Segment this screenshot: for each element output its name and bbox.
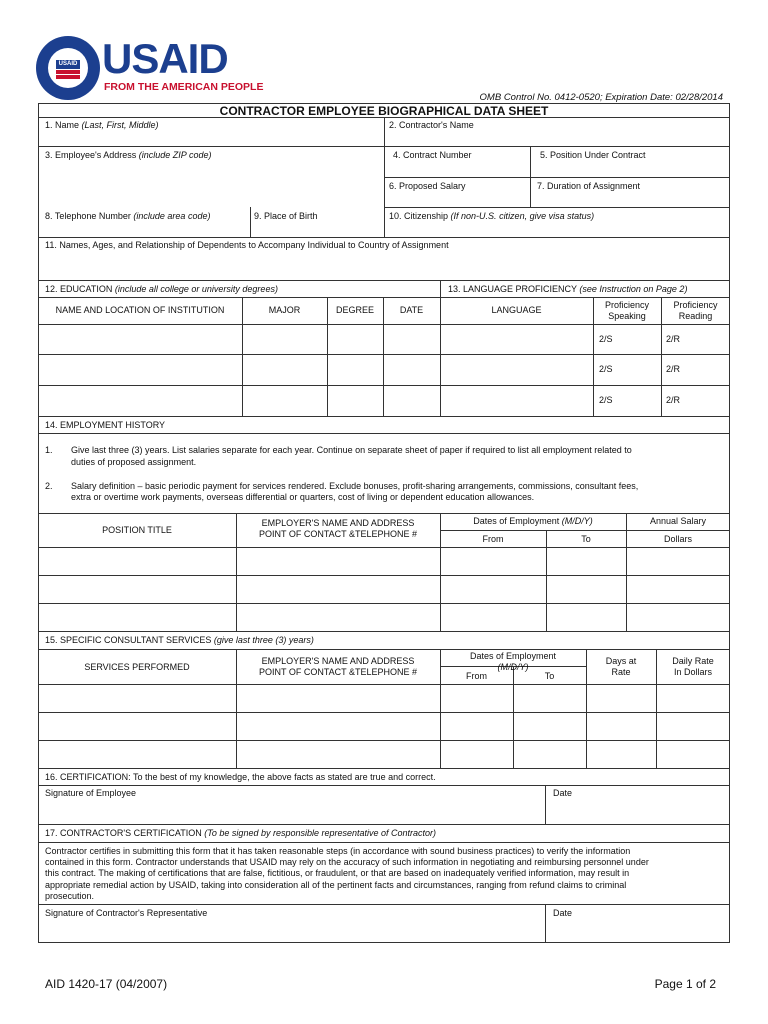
employee-date-label: Date	[553, 788, 573, 798]
reading-value: 2/R	[666, 334, 681, 344]
seal-stripe	[56, 70, 80, 74]
contractor-cert-heading: 17. CONTRACTOR'S CERTIFICATION (To be signed by responsible representative of Contractor)	[45, 828, 437, 838]
col-daily-rate: Daily Rate In Dollars	[672, 656, 714, 677]
col-degree: DEGREE	[335, 305, 374, 315]
field-4-contract-number-label: 4. Contract Number	[393, 150, 472, 160]
seal-stripe	[56, 75, 80, 79]
col-institution: NAME AND LOCATION OF INSTITUTION	[55, 305, 225, 315]
instruction-number: 2.	[45, 481, 53, 491]
col-language: LANGUAGE	[491, 305, 542, 315]
form-title: CONTRACTOR EMPLOYEE BIOGRAPHICAL DATA SHEET	[219, 104, 549, 118]
wordmark-text: USAID	[102, 35, 228, 82]
col-dates-of-employment: Dates of Employment (M/D/Y)	[469, 651, 557, 672]
contractor-signature-label: Signature of Contractor's Representative	[45, 908, 208, 918]
employee-signature-label: Signature of Employee	[45, 788, 137, 798]
col-employer: EMPLOYER'S NAME AND ADDRESS POINT OF CONTACT &TELEPHONE #	[258, 656, 418, 677]
contractor-date-label: Date	[553, 908, 573, 918]
omb-control-number: OMB Control No. 0412-0520; Expiration Date: 02/28/2014	[479, 92, 723, 103]
seal-inner-label: USAID	[56, 60, 80, 69]
speaking-value: 2/S	[599, 395, 613, 405]
col-date: DATE	[399, 305, 424, 315]
instruction-2-line: extra or overtime work payments, overseas differential or quarters, cost of living or dependent education allowances.	[71, 492, 535, 502]
col-from: From	[466, 671, 487, 681]
instruction-number: 1.	[45, 445, 53, 455]
field-3-address-label: 3. Employee's Address (include ZIP code)	[45, 150, 212, 160]
contractor-cert-text: Contractor certifies in submitting this form that it has taken reasonable steps (in accordance with sound business practices) to verify the information	[45, 846, 631, 856]
certification-statement: 16. CERTIFICATION: To the best of my knowledge, the above facts as stated are true and correct.	[45, 772, 436, 782]
col-annual-salary: Annual Salary	[649, 516, 707, 526]
field-9-birthplace-label: 9. Place of Birth	[254, 211, 318, 221]
reading-value: 2/R	[666, 364, 681, 374]
speaking-value: 2/S	[599, 334, 613, 344]
col-days-at-rate: Days at Rate	[605, 656, 637, 677]
field-5-position-label: 5. Position Under Contract	[540, 150, 646, 160]
instruction-2-line: Salary definition – basic periodic payment for services rendered. Exclude bonuses, profit-sharing arrangements, commissions, consultant fees,	[71, 481, 639, 491]
usaid-tagline: FROM THE AMERICAN PEOPLE	[104, 81, 264, 93]
field-7-duration-label: 7. Duration of Assignment	[537, 181, 641, 191]
col-proficiency-reading: Proficiency Reading	[673, 300, 718, 321]
contractor-cert-text: appropriate remedial action by USAID, taking into consideration all of the pertinent facts and circumstances, ranging from refund claims to criminal	[45, 880, 627, 890]
contractor-cert-text: this contract. The making of certifications that are false, fictitious, or fraudulent, or that are based on inadequately verified information, may result in	[45, 868, 630, 878]
col-to: To	[581, 534, 591, 544]
instruction-1-line: Give last three (3) years. List salaries separate for each year. Continue on separate sheet of paper if required to list all employment related to	[71, 445, 632, 455]
field-10-citizenship-label: 10. Citizenship (If non-U.S. citizen, give visa status)	[389, 211, 595, 221]
col-dollars: Dollars	[663, 534, 692, 544]
field-6-salary-label: 6. Proposed Salary	[389, 181, 466, 191]
col-services-performed: SERVICES PERFORMED	[84, 662, 190, 672]
col-position-title: POSITION TITLE	[102, 525, 172, 535]
education-heading: 12. EDUCATION (include all college or university degrees)	[45, 284, 278, 294]
col-employer: EMPLOYER'S NAME AND ADDRESS POINT OF CONTACT &TELEPHONE #	[258, 518, 418, 539]
usaid-wordmark	[102, 35, 228, 82]
reading-value: 2/R	[666, 395, 681, 405]
col-dates-of-employment: Dates of Employment (M/D/Y)	[473, 516, 593, 526]
page-number: Page 1 of 2	[654, 977, 716, 991]
contractor-cert-text: contained in this form. Contractor understands that USAID may rely on the accuracy of such information in negotiating and reimbursing personnel under	[45, 857, 649, 867]
speaking-value: 2/S	[599, 364, 613, 374]
col-proficiency-speaking: Proficiency Speaking	[604, 300, 649, 321]
consultant-heading: 15. SPECIFIC CONSULTANT SERVICES (give last three (3) years)	[45, 635, 314, 645]
field-2-contractor-name-label: 2. Contractor's Name	[389, 120, 474, 130]
instruction-1-line: duties of proposed assignment.	[71, 457, 197, 467]
contractor-cert-text: prosecution.	[45, 891, 95, 901]
col-major: MAJOR	[268, 305, 301, 315]
col-to: To	[544, 671, 555, 681]
employment-heading: 14. EMPLOYMENT HISTORY	[45, 420, 166, 430]
col-from: From	[482, 534, 504, 544]
language-heading: 13. LANGUAGE PROFICIENCY (see Instruction on Page 2)	[448, 284, 688, 294]
form-number: AID 1420-17 (04/2007)	[45, 977, 168, 991]
field-1-name-label: 1. Name (Last, First, Middle)	[45, 120, 159, 130]
field-11-dependents-label: 11. Names, Ages, and Relationship of Dependents to Accompany Individual to Country of Assignment	[45, 240, 449, 250]
field-8-telephone-label: 8. Telephone Number (include area code)	[45, 211, 211, 221]
